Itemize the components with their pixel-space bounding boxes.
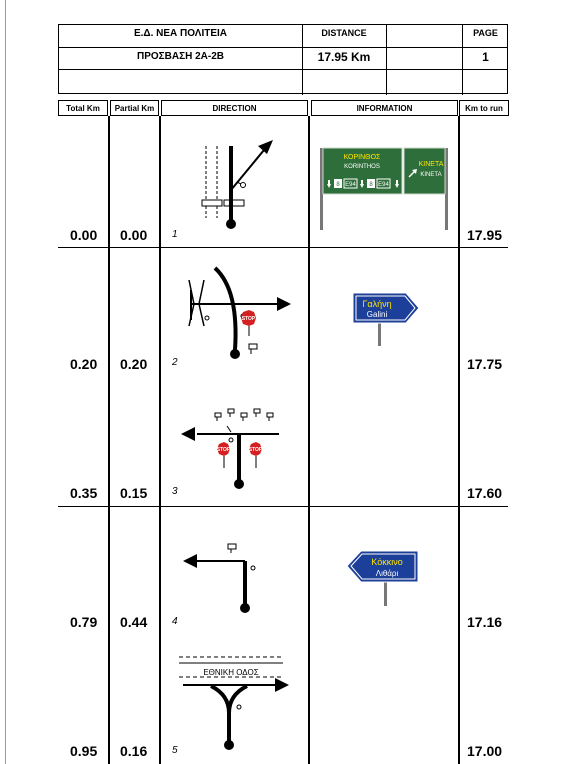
total-km-value: 0.95 bbox=[70, 743, 98, 759]
col-partial-km: Partial Km bbox=[110, 100, 159, 116]
green-sign-greek-right: ΚΙΝΕΤΑ bbox=[418, 161, 444, 168]
step-number: 3 bbox=[172, 486, 178, 497]
info-sign-2 bbox=[311, 290, 458, 346]
partial-km-value: 0.44 bbox=[120, 614, 148, 630]
green-sign-greek: ΚΟΡΙΝΘΟΣ bbox=[343, 154, 381, 161]
km-to-run-value: 17.16 bbox=[467, 614, 503, 630]
direction-diagram-2 bbox=[161, 250, 308, 380]
roadbook-header bbox=[58, 24, 508, 94]
km-to-run-value: 17.75 bbox=[467, 356, 503, 372]
page-left-edge bbox=[5, 0, 6, 764]
km-to-run-value: 17.95 bbox=[467, 227, 503, 243]
stop-sign-text: STOP bbox=[248, 447, 263, 453]
info-sign-1 bbox=[311, 140, 458, 230]
direction-diagram-4 bbox=[161, 540, 308, 620]
national-road-label: ΕΘΝΙΚΗ ΟΔΟΣ bbox=[203, 668, 259, 677]
col-total-km: Total Km bbox=[58, 100, 108, 116]
total-km-value: 0.20 bbox=[70, 356, 98, 372]
stop-sign-text: STOP bbox=[216, 447, 231, 453]
col-information: INFORMATION bbox=[311, 100, 458, 116]
total-km-value: 0.00 bbox=[70, 227, 98, 243]
grid-line bbox=[108, 116, 110, 764]
distance-value: 17.95 Km bbox=[317, 50, 371, 64]
step-number: 1 bbox=[172, 229, 178, 240]
blue-sign-greek: Κόκκινο bbox=[371, 557, 403, 567]
route-section: ΠΡΟΣΒΑΣΗ 2Α-2Β bbox=[136, 51, 224, 62]
stop-sign-text: STOP bbox=[241, 316, 256, 322]
grid-line bbox=[308, 116, 310, 764]
total-km-value: 0.35 bbox=[70, 485, 98, 501]
blue-sign-greek: Γαλήνη bbox=[362, 299, 392, 309]
green-sign-latin: KORINTHOS bbox=[344, 164, 380, 170]
page-number: 1 bbox=[482, 50, 489, 64]
km-to-run-value: 17.60 bbox=[467, 485, 503, 501]
route-number: 8 bbox=[369, 182, 373, 188]
euro-route: E94 bbox=[378, 182, 389, 188]
col-km-to-run: Km to run bbox=[459, 100, 509, 116]
grid-line bbox=[458, 116, 460, 764]
partial-km-value: 0.00 bbox=[120, 227, 148, 243]
blue-sign-latin: Galini bbox=[366, 310, 388, 319]
step-number: 4 bbox=[172, 616, 178, 627]
partial-km-value: 0.16 bbox=[120, 743, 148, 759]
route-number: 8 bbox=[336, 182, 340, 188]
total-km-value: 0.79 bbox=[70, 614, 98, 630]
partial-km-value: 0.15 bbox=[120, 485, 148, 501]
step-number: 5 bbox=[172, 745, 178, 756]
partial-km-value: 0.20 bbox=[120, 356, 148, 372]
direction-diagram-5 bbox=[161, 655, 308, 755]
euro-route: E94 bbox=[345, 182, 356, 188]
direction-diagram-3 bbox=[161, 404, 308, 494]
distance-label: DISTANCE bbox=[321, 28, 367, 38]
green-sign-latin-right: KINETA bbox=[420, 172, 442, 178]
blue-sign-greek-2: Λιθάρι bbox=[375, 569, 399, 578]
row-divider bbox=[58, 247, 508, 248]
col-direction: DIRECTION bbox=[161, 100, 308, 116]
row-divider bbox=[58, 506, 508, 507]
direction-diagram-1 bbox=[161, 118, 308, 246]
route-name: Ε.Δ. ΝΕΑ ΠΟΛΙΤΕΙΑ bbox=[133, 28, 228, 39]
km-to-run-value: 17.00 bbox=[467, 743, 503, 759]
page-label: PAGE bbox=[473, 28, 498, 38]
info-sign-3 bbox=[311, 548, 458, 606]
step-number: 2 bbox=[172, 357, 178, 368]
